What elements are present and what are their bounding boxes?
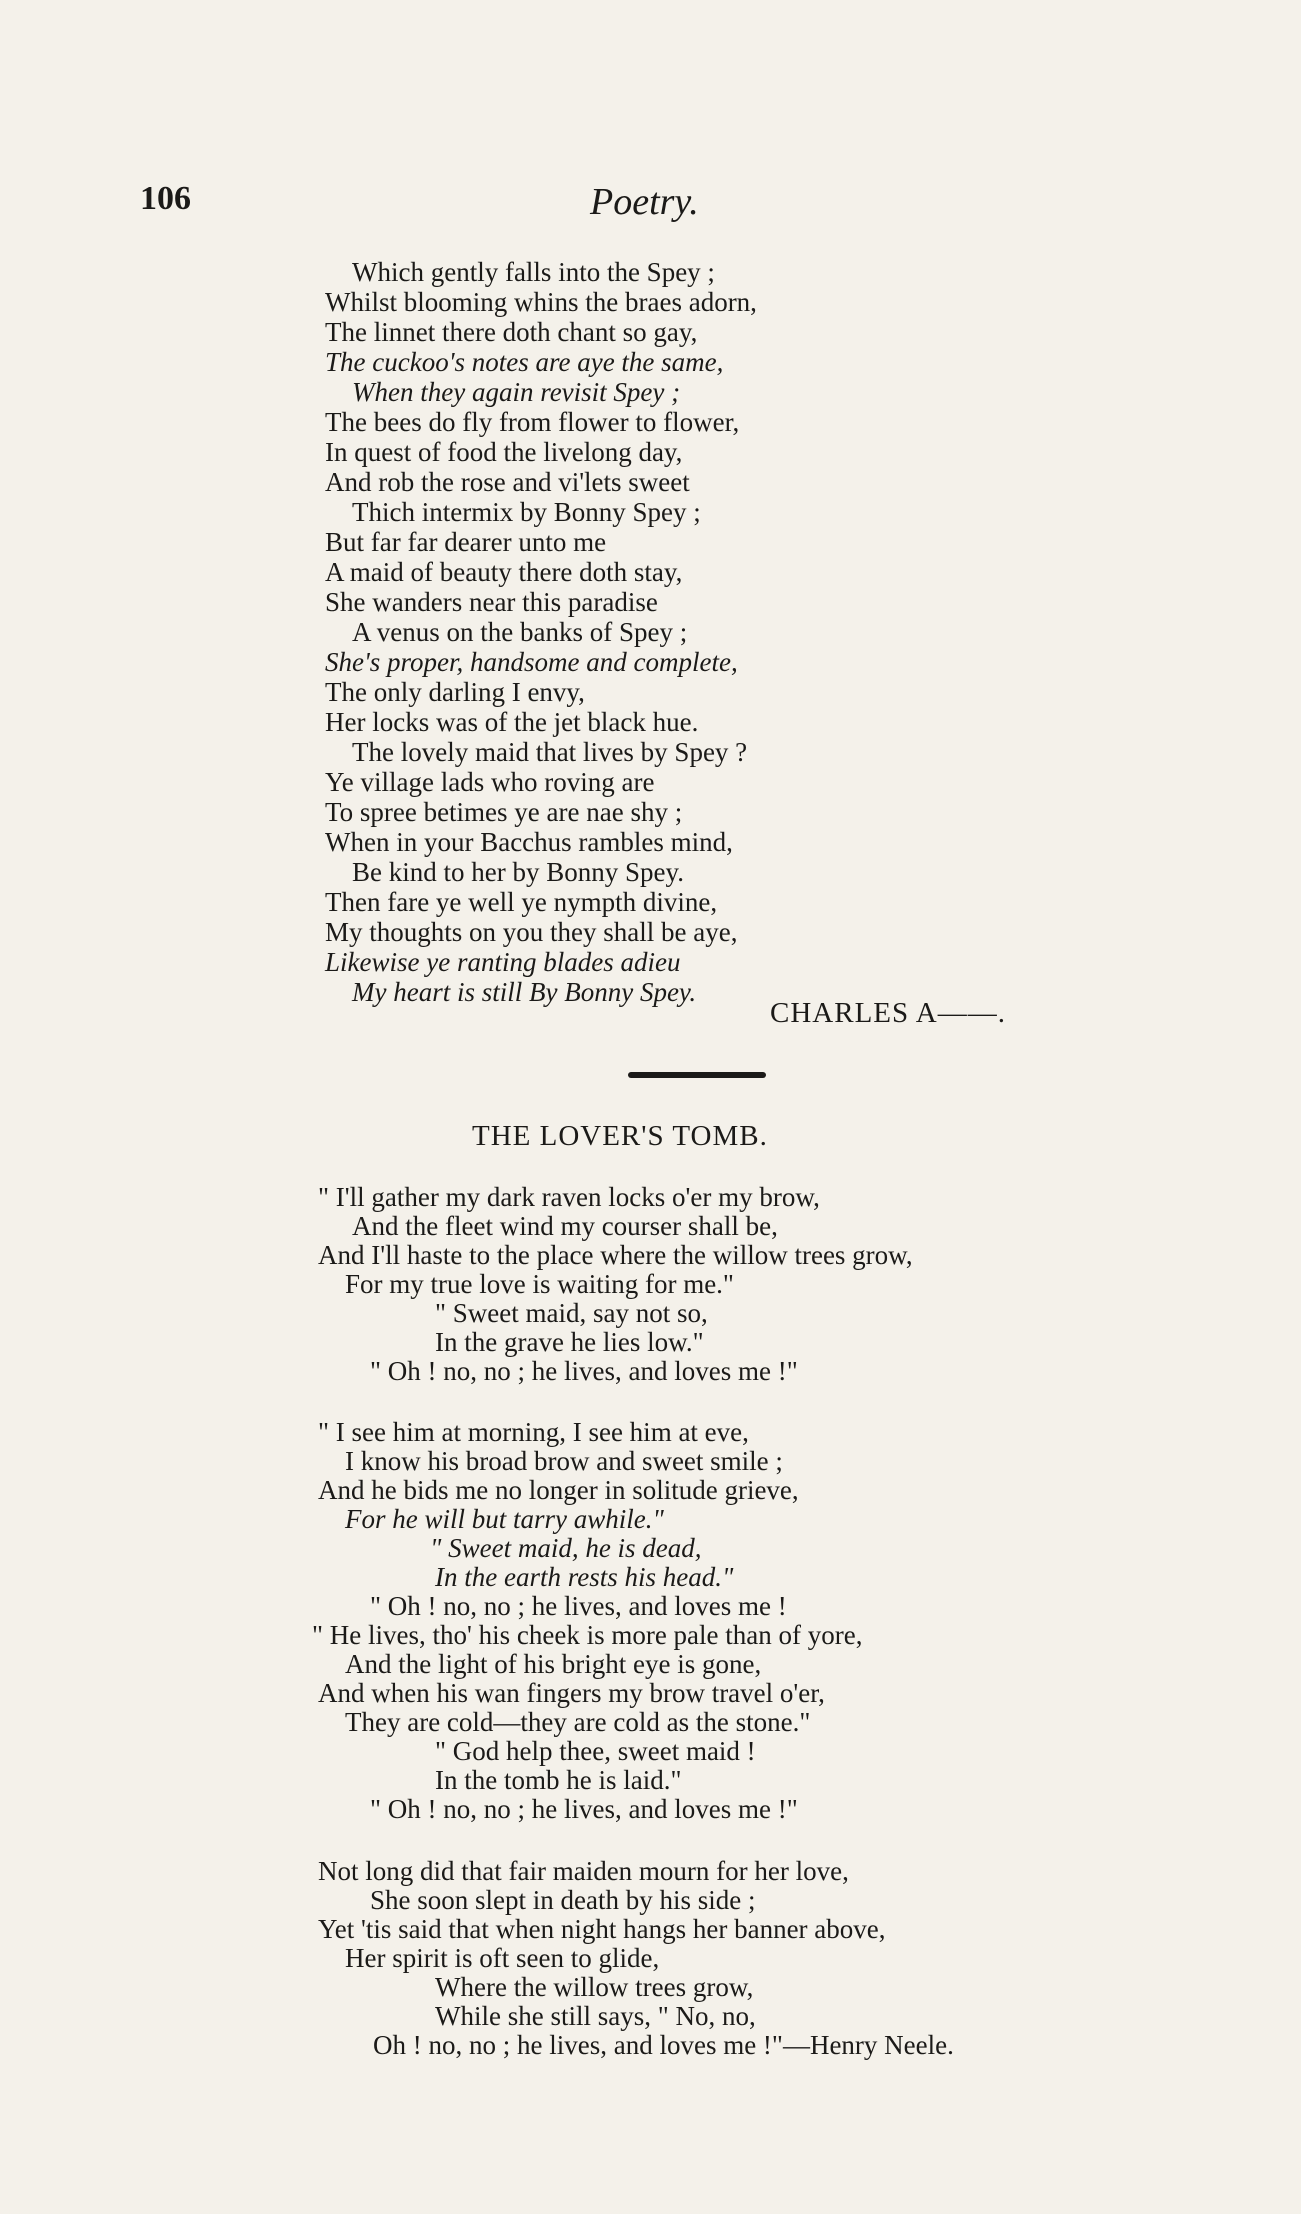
poem2-line: They are cold—they are cold as the stone." <box>345 1707 811 1737</box>
poem2-line: And when his wan fingers my brow travel o'er, <box>318 1678 825 1708</box>
poem2-line: She soon slept in death by his side ; <box>370 1885 756 1915</box>
poem1-line: When in your Bacchus rambles mind, <box>325 827 733 857</box>
section-divider <box>628 1072 766 1078</box>
poem1-line: And rob the rose and vi'lets sweet <box>325 467 690 497</box>
poem2-line: " He lives, tho' his cheek is more pale than of yore, <box>312 1620 863 1650</box>
poem1-line: But far far dearer unto me <box>325 527 607 557</box>
poem2-line: In the tomb he is laid." <box>435 1765 682 1795</box>
poem1-line: Then fare ye well ye nympth divine, <box>325 887 718 917</box>
poem1-line: The only darling I envy, <box>325 677 585 707</box>
poem1-line: She wanders near this paradise <box>325 587 658 617</box>
poem2-line: " I see him at morning, I see him at eve, <box>318 1417 749 1447</box>
poem2-line: Yet 'tis said that when night hangs her banner above, <box>318 1914 886 1944</box>
poem1-line: Which gently falls into the Spey ; <box>352 257 715 287</box>
poem2-line: And the fleet wind my courser shall be, <box>352 1211 778 1241</box>
poem1-line: The lovely maid that lives by Spey ? <box>352 737 748 767</box>
page-number: 106 <box>140 180 191 217</box>
poem1-line: The linnet there doth chant so gay, <box>325 317 698 347</box>
poem1-line: Likewise ye ranting blades adieu <box>325 947 681 977</box>
poem1-line: My heart is still By Bonny Spey. <box>352 977 697 1007</box>
poem1-line: Ye village lads who roving are <box>325 767 655 797</box>
poem2-line: For he will but tarry awhile." <box>345 1504 664 1534</box>
poem1-line: Thich intermix by Bonny Spey ; <box>352 497 701 527</box>
poem1-line: A maid of beauty there doth stay, <box>325 557 683 587</box>
poem2-line: " Sweet maid, he is dead, <box>430 1533 702 1563</box>
running-head: Poetry. <box>590 181 699 223</box>
poem2-line: While she still says, " No, no, <box>435 2001 756 2031</box>
poem2-line: " Oh ! no, no ; he lives, and loves me ! <box>370 1591 787 1621</box>
poem2-line: And he bids me no longer in solitude grieve, <box>318 1475 799 1505</box>
poem2-line: Where the willow trees grow, <box>435 1972 754 2002</box>
poem1-line: Her locks was of the jet black hue. <box>325 707 699 737</box>
poem2-line: Her spirit is oft seen to glide, <box>345 1943 660 1973</box>
poem2-line: In the earth rests his head." <box>435 1562 734 1592</box>
poem1-line: Whilst blooming whins the braes adorn, <box>325 287 757 317</box>
poem2-title: THE LOVER'S TOMB. <box>472 1120 768 1152</box>
poem2-line: And I'll haste to the place where the willow trees grow, <box>318 1240 913 1270</box>
poem1-line: The bees do fly from flower to flower, <box>325 407 740 437</box>
poem2-line: " Oh ! no, no ; he lives, and loves me !" <box>370 1794 798 1824</box>
poem1-line: She's proper, handsome and complete, <box>325 647 738 677</box>
poem1-line: When they again revisit Spey ; <box>352 377 681 407</box>
poem1-line: The cuckoo's notes are aye the same, <box>325 347 724 377</box>
poem2-line: In the grave he lies low." <box>435 1327 704 1357</box>
poem2-line: " Oh ! no, no ; he lives, and loves me !" <box>370 1356 798 1386</box>
poem1-line: My thoughts on you they shall be aye, <box>325 917 738 947</box>
poem1-signature: CHARLES A——. <box>770 997 1006 1029</box>
poem1-line: In quest of food the livelong day, <box>325 437 683 467</box>
poem2-line: For my true love is waiting for me." <box>345 1269 734 1299</box>
poem1-line: Be kind to her by Bonny Spey. <box>352 857 684 887</box>
poem2-line: I know his broad brow and sweet smile ; <box>345 1446 783 1476</box>
poem1-line: A venus on the banks of Spey ; <box>352 617 688 647</box>
poem2-line: " God help thee, sweet maid ! <box>435 1736 756 1766</box>
poem2-line: " Sweet maid, say not so, <box>435 1298 708 1328</box>
poem2-line: Not long did that fair maiden mourn for her love, <box>318 1856 849 1886</box>
poem1-line: To spree betimes ye are nae shy ; <box>325 797 683 827</box>
poem2-line: Oh ! no, no ; he lives, and loves me !"—Henry Neele. <box>373 2030 954 2060</box>
poem2-line: And the light of his bright eye is gone, <box>345 1649 762 1679</box>
poem2-line: " I'll gather my dark raven locks o'er my brow, <box>318 1182 820 1212</box>
